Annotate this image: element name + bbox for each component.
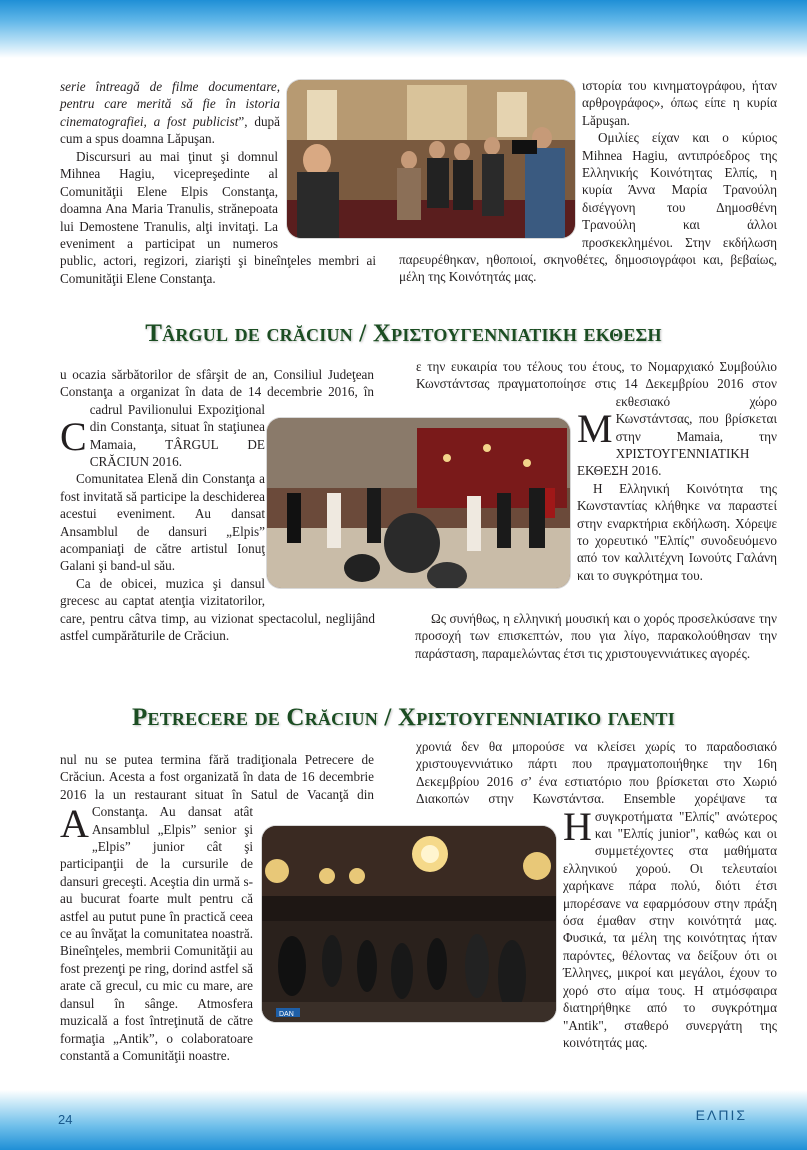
photo-badge: DAN bbox=[279, 1011, 294, 1018]
s2-ro-p2: Comunitatea Elenă din Constanţa a fost invitată să participe la deschiderea acestui eveniment. Au dansat Ansamblul de dansuri „Elpis” acompaniaţi de către artistul Ionuţ Galani şi band-ul său. bbox=[60, 471, 265, 574]
s2-gr-p2: Η Ελληνική Κοινότητα της Κωνσταντίας κλήθηκε να παραστεί στην εναρκτήρια εκδήλωση. Χόρεψε το χορευτικό "Ελπίς" συνοδευόμενο από τον καλλιτέχνη Ιωνούτς Γαλάνη και το συγκρότημα του. bbox=[577, 480, 777, 583]
float-spacer-s2 bbox=[374, 366, 375, 418]
s2-ro-col bbox=[60, 366, 375, 645]
float-spacer-s2b bbox=[265, 418, 375, 594]
float-spacer-s2gr-b bbox=[415, 410, 577, 586]
page-number: 24 bbox=[58, 1112, 73, 1127]
s1-gr-p1: ιστορία του κινηματογράφου, ήταν αρθρογράφος», όπως είπε η κυρία Lăpuşan. bbox=[582, 78, 777, 128]
s2-ro-p3: Ca de obicei, muzica şi dansul grecesc au captat atenţia vizitatorilor, care, pentru câtva timp, au vizionat spectacolul, neglijând astfel cumpărăturile de Crăciun. bbox=[60, 575, 375, 644]
header-band bbox=[0, 0, 807, 58]
s2-gr-p3-box bbox=[415, 610, 777, 662]
s1-gr-col bbox=[399, 77, 777, 286]
s2-gr-intro bbox=[415, 358, 777, 586]
s3-gr-dropcap: Η bbox=[563, 804, 592, 849]
s1-gr-p2: Ομιλίες είχαν και ο κύριος Mihnea Hagiu, αντιπρόεδρος της Ελληνικής Κοινότητας Ελπίς, η κυρία Άννα Μαρία Τρανούλη δισέγγονη του Δημοσθένη Τρανούλη και άλλοι προσκεκλημένοι. Στην εκδήλωση παρευρέθηκαν, ηθοποιοί, σκηνοθέτες, δημοσιογράφοι και, βεβαίως, μέλη της Κοινότητάς μας. bbox=[399, 130, 777, 285]
s2-gr-p3: Ως συνήθως, η ελληνική μουσική και ο χορός προσελκύσανε την προσοχή των επισκεπτών, που για λίγο, παρακολούθησαν την παράσταση, παραμελώντας έτσι τις χριστουγεννιάτικες αγορές. bbox=[415, 611, 777, 661]
s2-ro-p1: u ocazia sărbătorilor de sfârşit de an, Consiliul Judeţean Constanţa a organizat în data de 14 decembrie 2016, în cadrul Pavilionului Expoziţional din Constanţa, situat în staţiunea Mamaia, TÂRGUL DE CRĂCIUN 2016. bbox=[60, 367, 374, 470]
s1-ro-p2-top bbox=[60, 148, 376, 287]
float-spacer-s1 bbox=[278, 148, 376, 242]
s3-ro-p1: nul nu se putea termina fără tradiţionala Petrecere de Crăciun. Acesta a fost organizată în data de 16 decembrie 2016 la un restaurant situat în Satul de Vacanţă din Constanţa. Au dansat atât Ansamblul „Elpis” senior şi „Elpis” junior cât şi participanţii de la cursurile de dansuri greceşti. Aceştia din urmă s-au bucurat foarte mult pentru că astfel au putut pune în practică ceea ce au învăţat la comunitatea noastră. Bineînţeles, membrii Comunităţii au fost prezenţi pe ring, dorind astfel să arate că grecul, cu mic cu mare, are dansul în sânge. Atmosfera muzicală a fost întreţinută de către formaţia „Antik”, o colaboratoare constantă a Comunităţii noastre. bbox=[60, 752, 374, 1063]
s3-ro-col bbox=[60, 751, 375, 1064]
float-spacer-s3a bbox=[374, 751, 375, 805]
heading-christmas-fair: Târgul de crăciun / Χριστουγεννιατικη εκθεση bbox=[145, 320, 662, 347]
s1-ro-p2: Discursuri au mai ţinut şi domnul Mihnea Hagiu, vicepreşedinte al Comunităţii Elene Elpis Constanţa, doamna Ana Maria Tranulis, strănepoata lui Demostene Tranulis, alţi invitaţi. La eveniment a participat un numeros public, actori, regizori, ziarişti şi bineînţeles membri ai Comunităţii Elene Constanţa. bbox=[60, 149, 376, 286]
footer-band bbox=[0, 1090, 807, 1150]
float-spacer-s3b bbox=[253, 805, 375, 1035]
float-spacer-s3gr-b bbox=[415, 808, 563, 1040]
s1-ro-p1-italic: serie întreagă de filme documentare, pentru care merită să fie în istoria cinematografiei, a fost publicist bbox=[60, 79, 280, 129]
s2-gr-dropcap: Μ bbox=[577, 406, 613, 451]
float-spacer-s1gr bbox=[399, 77, 582, 251]
s2-ro-dropcap: C bbox=[60, 414, 87, 459]
s2-gr-p1: ε την ευκαιρία του τέλους του έτους, το Νομαρχιακό Συμβούλιο Κωνστάντσας πραγματοποίησε στις 14 Δεκεμβρίου 2016 στον εκθεσιακό χώρο Κωνστάντσας, που βρίσκεται στην Mamaia, την ΧΡΙΣΤΟΥΓΕΝΝΙΑΤΙΚΗ ΕΚΘΕΣΗ 2016. bbox=[416, 359, 777, 479]
magazine-title: ΕΛΠΙΣ bbox=[695, 1107, 747, 1123]
s1-ro-col-top bbox=[60, 78, 280, 148]
s3-gr-p1: χρονιά δεν θα μπορούσε να κλείσει χωρίς το παραδοσιακό χριστουγεννιάτικο πάρτι που πραγματοποιήθηκε την 16η Δεκεμβρίου 2016 σ’ ένα εστιατόριο που βρίσκεται στο Χωριό Διακοπών στην Κωνστάντσα. Ensemble χορέψανε τα συγκροτήματα "Ελπίς" ανώτερος και "Ελπίς junior", καθώς και οι συμμετέχοντες στα μαθήματα ελληνικού χορού. Οι τελευταίοι χαρήκανε πάρα πολύ, διότι έτσι μπορέσανε να εφαρμόσουν στην πράξη όσα έμαθαν στην κοινότητά μας. Φυσικά, τα μέλη της κοινότητας ήταν παρόντες, θέλοντας να δείξουν ότι οι Έλληνες, μικροί και μεγάλοι, έχουν το χορό στο αίμα τους. Η ατμόσφαιρα διατηρήθηκε από το συγκρότημα "Antik", σταθερό συνεργάτη της κοινότητάς μας. bbox=[416, 739, 777, 1050]
s1-ro-p1-rest: ”, după cum a spus doamna Lăpuşan. bbox=[60, 113, 280, 147]
heading-christmas-party: Petrecere de Crăciun / Χριστουγεννιατικο γλεντι bbox=[132, 704, 675, 731]
s3-ro-dropcap: A bbox=[60, 801, 89, 846]
s3-gr-col bbox=[415, 738, 777, 1051]
